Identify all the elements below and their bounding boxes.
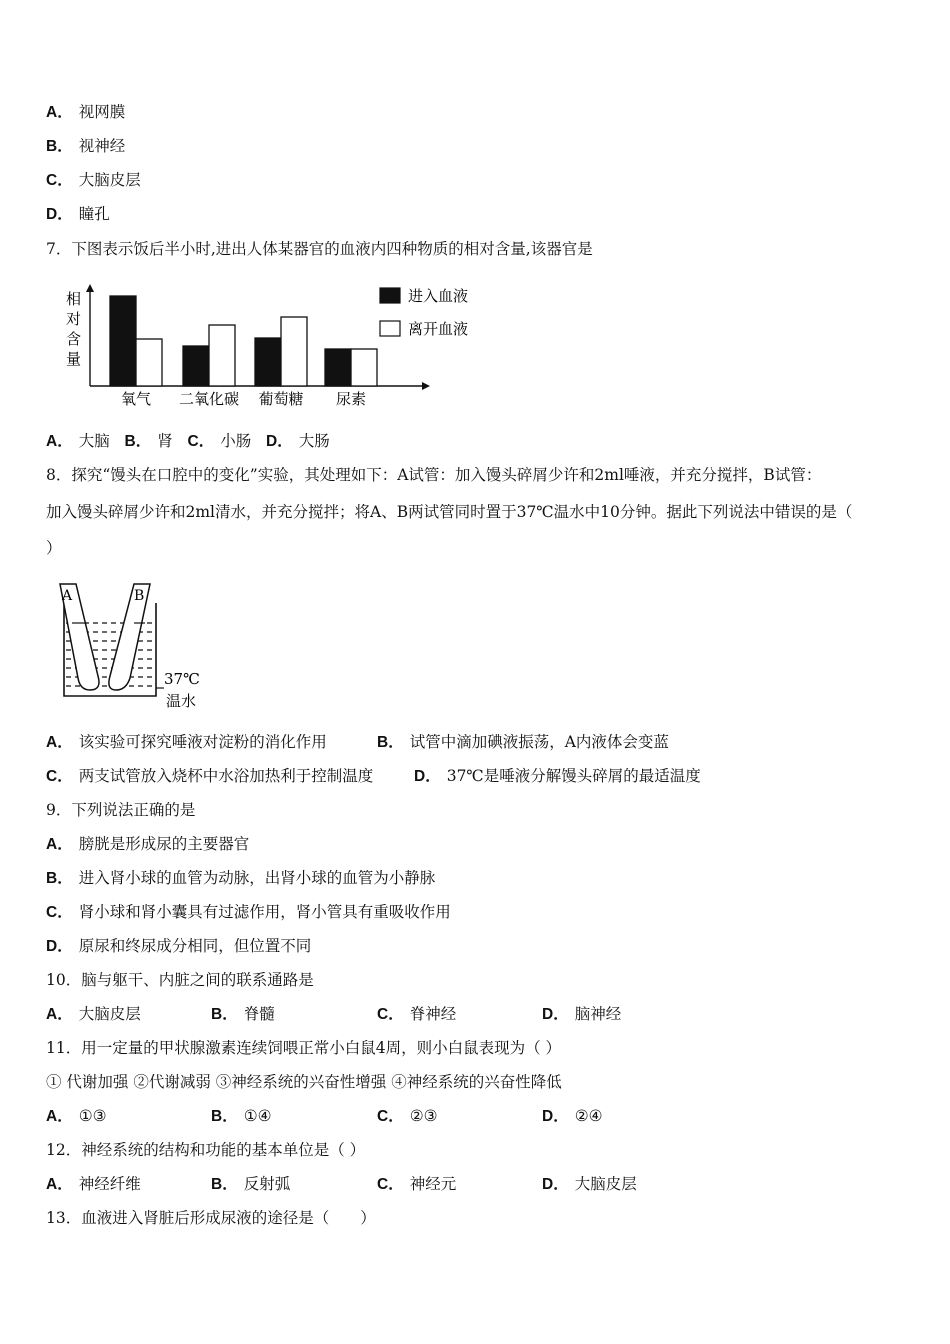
bar-out-2 (281, 317, 307, 386)
legend-label: 离开血液 (408, 320, 469, 338)
q7-stem: 7．下图表示饭后半小时,进出人体某器官的血液内四种物质的相对含量,该器官是 (46, 240, 593, 258)
q9-option-b: B． 进入肾小球的血管为动脉，出肾小球的血管为小静脉 (46, 869, 436, 887)
q10-option-a: A． 大脑皮层 (46, 1005, 141, 1023)
legend-swatch (380, 321, 400, 336)
tube-a-label: A (62, 588, 73, 604)
legend-label: 进入血液 (408, 287, 469, 305)
q12-option-b: B． 反射弧 (211, 1175, 291, 1193)
temperature-label: 37℃ (164, 670, 200, 688)
legend-swatch (380, 288, 400, 303)
q8-stem-line2: 加入馒头碎屑少许和2ml清水，并充分搅拌；将A、B两试管同时置于37℃温水中10分钟。据此下列说法中错误的是（ (46, 503, 853, 521)
q11-option-d: D． ②④ (542, 1107, 603, 1125)
chart-y-axis-label-char: 相 (66, 290, 82, 308)
q7-options: A． 大脑 B． 肾 C． 小肠 D． 大肠 (46, 432, 330, 450)
q9-option-d: D． 原尿和终尿成分相同，但位置不同 (46, 937, 312, 955)
q6-option-d: D． 瞳孔 (46, 205, 110, 223)
x-tick-label: 二氧化碳 (178, 390, 240, 408)
q9-option-a: A． 膀胱是形成尿的主要器官 (46, 835, 250, 853)
q12-option-d: D． 大脑皮层 (542, 1175, 637, 1193)
q8-option-b: B． 试管中滴加碘液振荡，A内液体会变蓝 (377, 733, 669, 751)
q8-stem-line3: ） (46, 539, 62, 557)
water-label: 温水 (166, 692, 197, 710)
bar-out-3 (351, 349, 377, 386)
bar-in-2 (255, 338, 281, 386)
q11-option-c: C． ②③ (377, 1107, 438, 1125)
chart-x-axis-arrow (422, 382, 430, 390)
chart-y-axis-arrow (86, 284, 94, 292)
q9-stem: 9．下列说法正确的是 (46, 801, 196, 819)
q8-options-ab: A． 该实验可探究唾液对淀粉的消化作用 (46, 733, 327, 751)
bar-in-0 (110, 296, 136, 386)
chart-y-axis-label-char: 含 (66, 330, 82, 348)
q10-option-b: B． 脊髓 (211, 1005, 275, 1023)
q10-option-d: D． 脑神经 (542, 1005, 622, 1023)
q6-option-b: B． 视神经 (46, 137, 126, 155)
q10-stem: 10．脑与躯干、内脏之间的联系通路是 (46, 971, 314, 989)
q13-stem: 13．血液进入肾脏后形成尿液的途径是（ ） (46, 1209, 376, 1227)
q8-option-c: C． 两支试管放入烧杯中水浴加热利于控制温度 (46, 767, 374, 785)
bar-in-3 (325, 349, 351, 386)
bar-out-0 (136, 339, 162, 386)
chart-y-axis-label (66, 290, 81, 368)
q11-stem: 11．用一定量的甲状腺激素连续饲喂正常小白鼠4周，则小白鼠表现为（ ） (46, 1039, 562, 1057)
x-tick-label: 氧气 (120, 390, 152, 408)
bar-in-1 (183, 346, 209, 386)
x-tick-label: 葡萄糖 (258, 390, 304, 408)
bar-out-1 (209, 325, 235, 386)
q11-items: ① 代谢加强 ②代谢减弱 ③神经系统的兴奋性增强 ④神经系统的兴奋性降低 (46, 1073, 562, 1091)
q12-option-a: A． 神经纤维 (46, 1175, 141, 1193)
tube-b-label: B (134, 588, 145, 604)
q8-beaker-figure (46, 578, 216, 718)
q11-option-a: A． ①③ (46, 1107, 107, 1125)
q6-option-c: C． 大脑皮层 (46, 171, 141, 189)
chart-y-axis-label-char: 量 (66, 350, 82, 368)
x-tick-label: 尿素 (335, 390, 367, 408)
q12-option-c: C． 神经元 (377, 1175, 457, 1193)
q10-option-c: C． 脊神经 (377, 1005, 457, 1023)
q8-option-d: D． 37℃是唾液分解馒头碎屑的最适温度 (414, 767, 701, 785)
q11-option-b: B． ①④ (211, 1107, 272, 1125)
q8-stem-line1: 8．探究“馒头在口腔中的变化”实验，其处理如下：A试管：加入馒头碎屑少许和2ml唾液，并充分搅拌，B试管： (46, 466, 822, 484)
chart-y-axis-label-char: 对 (66, 310, 82, 328)
q6-option-a: A． 视网膜 (46, 103, 126, 121)
q9-option-c: C． 肾小球和肾小囊具有过滤作用，肾小管具有重吸收作用 (46, 903, 451, 921)
q7-bar-chart (62, 282, 482, 412)
q12-stem: 12．神经系统的结构和功能的基本单位是（ ） (46, 1141, 366, 1159)
